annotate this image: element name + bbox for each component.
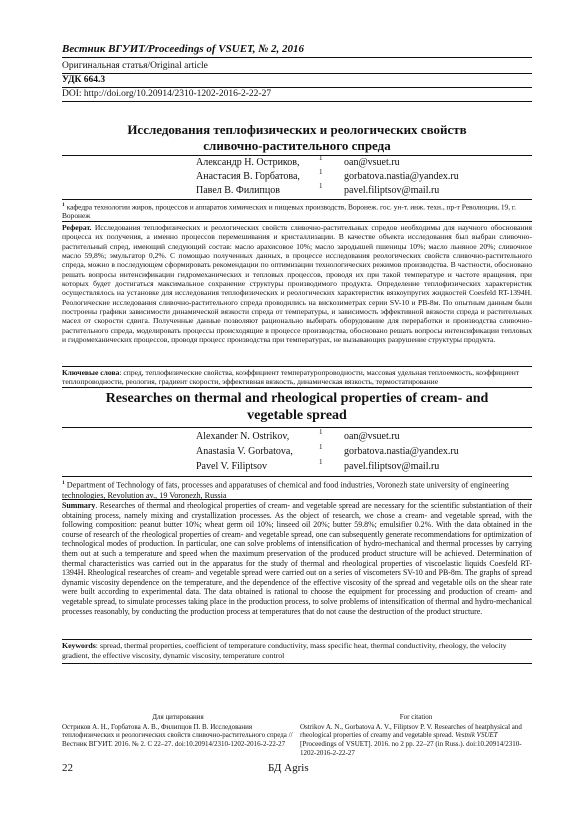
ru-title-line-2: сливочно-растительного спреда xyxy=(203,138,391,153)
citation-ru-text: Остриков А. Н., Горбатова А. В., Филипцов П. В. Исследования теплофизических и реологических свойств сливочно-растительного спреда // Вестник ВГУИТ. 2016. № 2. С 22–27. doi:10.20914/2310-1202-2016-2-22-27 xyxy=(62,722,293,749)
en-author-email[interactable]: pavel.filiptsov@mail.ru xyxy=(344,461,440,472)
en-keywords-rule xyxy=(62,663,532,664)
en-author-name: Pavel V. Filiptsov xyxy=(196,461,268,472)
citation-ru-heading: Для цитирования xyxy=(152,713,204,721)
citation-en-text xyxy=(300,723,532,758)
ru-title xyxy=(62,122,532,154)
meta-rule-2 xyxy=(62,87,532,88)
meta-rule-1 xyxy=(62,73,532,74)
ru-abstract-text: Исследования теплофизических и реологических свойств сливочно-растительных спредов необходимы для научного обоснования процесса их получения, а именно процессов перемешивания и кристаллизации. В качестве объекта исследования был выбран сливочно-растительный спред, имеющий следующий состав: масло арахисовое 10%; масло зародышей пшеницы 10%; масло льняное 20%; сливочное масло 59,8%; эмульгатор 0,2%. С помощью полученных данных, в процессе исследования реологических свойств сливочно-растительного спреда, можно в последующем сформировать рекомендации по оптимизации технологических режимов производства. В частности, обосновано решать вопросы интенсификации гидромеханических и тепловых процессов, проводя их при такой температуре и частоте вращения, при которых будет достигаться максимальное сохранение структуры производимого продукта. Определение теплофизических характеристик осуществлялось на установке для исследования теплофизических и реологических характеристик вязкоупругих жидкостей Coesfeld RT-1394H. Реологические исследования сливочно-растительного спреда проводились на вискозиметрах серии SV-10 и PB-8м. По опытным данным были построены графики зависимости динамической вязкости спреда от температуры, и зависимость эффективной вязкости спреда и растительных масел от скорости сдвига. Полученные данные позволяют рационально выбирать оборудование для переработки и производства сливочно-растительного спреда, моделировать процессы происходящие в процессе производства, обосновано решать вопросы интенсификации тепловых и гидромеханических процессов, проводя процесс производства при температурах, не вызывающих разрушение структуры продукта. xyxy=(62,223,532,345)
en-abstract xyxy=(62,501,532,616)
en-author-row xyxy=(0,458,580,474)
en-author-sup: 1 xyxy=(319,428,323,436)
en-abstract-rule xyxy=(62,639,532,640)
en-author-name: Anastasia V. Gorbatova, xyxy=(196,446,293,457)
ru-author-sup: 1 xyxy=(319,182,323,190)
ru-author-name: Анастасия В. Горбатова, xyxy=(196,171,300,182)
ru-abstract-label: Реферат. xyxy=(62,223,92,232)
udk-code: УДК 664.3 xyxy=(62,75,106,85)
en-title xyxy=(62,390,532,424)
en-abstract-label: Summary xyxy=(62,501,96,510)
citation-en-text-b: [Proceedings of VSUET]. 2016. no 2 pp. 22–27 (in Russ.). doi:10.20914/2310-1202-2016-2-22-27 xyxy=(300,740,522,757)
ru-affiliation-rule xyxy=(62,221,532,222)
ru-author-email[interactable]: gorbatova.nastia@yandex.ru xyxy=(344,171,459,182)
en-keywords-label: Keywords xyxy=(62,641,96,650)
ru-keywords-text: : спред, теплофизические свойства, коэффициент температуропроводности, массовая удельная теплоемкость, коэффициент теплопроводности, реология, градиент скорости, эффективная вязкость, динамическая вязкость, термостатирование xyxy=(62,368,520,387)
citation-en xyxy=(300,713,532,758)
en-title-line-1: Researches on thermal and rheological properties of cream- and xyxy=(105,391,489,406)
section-divider xyxy=(62,387,532,388)
ru-abstract-rule xyxy=(62,366,532,367)
article-type: Оригинальная статья/Original article xyxy=(62,61,208,71)
page-number: 22 xyxy=(62,762,73,774)
ru-author-sup: 1 xyxy=(319,154,323,162)
en-authors-rule xyxy=(62,476,532,477)
en-author-email[interactable]: gorbatova.nastia@yandex.ru xyxy=(344,446,459,457)
en-author-sup: 1 xyxy=(319,458,323,466)
citation-en-heading: For citation xyxy=(399,713,433,721)
ru-author-row xyxy=(0,154,580,170)
running-head-rule xyxy=(62,57,532,58)
en-affiliation-sup: 1 xyxy=(62,480,65,486)
citation-en-text-a: Ostrikov A. N., Gorbatova A. V., Filiptsov P. V. Researches of heatphysical and rheological properties of creamy and vegetable spread. xyxy=(300,722,522,740)
en-author-row xyxy=(0,443,580,459)
en-title-rule xyxy=(62,427,532,428)
ru-keywords xyxy=(62,368,532,387)
citation-ru xyxy=(62,713,294,749)
ru-title-rule xyxy=(62,155,532,156)
ru-author-email[interactable]: oan@vsuet.ru xyxy=(344,157,400,168)
en-keywords xyxy=(62,641,532,660)
ru-author-row xyxy=(0,182,580,198)
ru-author-name: Павел В. Филипцов xyxy=(196,185,280,196)
en-affiliation-text: Department of Technology of fats, processes and apparatuses of chemical and food industries, Voronezh state university of engineering technologies, Revolution av., 19 Voronezh, Russia xyxy=(62,480,509,500)
ru-author-name: Александр Н. Остриков, xyxy=(196,157,300,168)
en-author-row xyxy=(0,428,580,444)
en-author-name: Alexander N. Ostrikov, xyxy=(196,431,290,442)
doi-link[interactable]: DOI: http://doi.org/10.20914/2310-1202-2016-2-22-27 xyxy=(62,89,272,99)
ru-abstract xyxy=(62,223,532,344)
ru-author-sup: 1 xyxy=(319,168,323,176)
en-title-line-2: vegetable spread xyxy=(247,408,347,423)
ru-title-line-1: Исследования теплофизических и реологических свойств xyxy=(127,122,467,137)
meta-rule-3 xyxy=(62,101,532,102)
journal-running-head: Вестник ВГУИТ/Proceedings of VSUET, № 2, 2016 xyxy=(62,43,305,55)
en-keywords-text: : spread, thermal properties, coefficient of temperature conductivity, mass specific heat, thermal conductivity, rheology, the velocity gradient, the effective viscosity, dynamic viscosity, temperature control xyxy=(62,641,507,660)
ru-keywords-label: Ключевые слова xyxy=(62,368,120,377)
en-affiliation xyxy=(62,478,532,501)
en-author-sup: 1 xyxy=(319,443,323,451)
en-affiliation-rule xyxy=(62,499,532,500)
ru-author-row xyxy=(0,168,580,184)
en-author-email[interactable]: oan@vsuet.ru xyxy=(344,431,400,442)
en-abstract-text: . Researches of thermal and rheological properties of cream- and vegetable spread are necessary for the scientific substantiation of their obtaining process, namely mixing and crystallization processes. As the object of research, we chose a cream- and vegetable spread, with the following composition: peanut butter 10%; wheat germ oil 10%; linseed oil 20%; butter 59.8%; emulsifier 0.2%. With the data obtained in the course of research of the rheological properties of cream- and vegetable spread, one can subsequently generate recommendations for optimization of technological modes of production. In particular, one can solve problems of intensification of hydro-mechanical and thermal processes by carrying them out at such a temperature and speed when the maximum preservation of the produced product structure will be achieved. Determination of thermal characteristics was carried out in the apparatus for the study of thermal and rheological properties of viscoelastic liquids Coesfeld RT-1394H. Rheological researches of cream- and vegetable spread were carried out on a series of viscometers SV-10 and PB-8m. The graphs of spread dynamic viscosity dependence on the temperature, and the dependence of the effective viscosity of the spread and vegetable oils on the shear rate were built according to experimental data. The data obtained is rational to choose the equipment for processing and production of cream- and vegetable spread, to simulate processes taking place in the production process, to solve problems of intensification of thermal and hydro-mechanical processes reasonably, by conducting the production process at temperatures that do not cause the destruction of the product structure. xyxy=(62,501,532,616)
citation-en-journal: Vestnik VSUET xyxy=(455,731,498,740)
ru-affiliation-sup: 1 xyxy=(62,202,65,208)
ru-affiliation-text: кафедра технологии жиров, процессов и аппаратов химических и пищевых производств, Воронеж. гос. ун-т. инж. техн., пр-т Революции, 19, г. Воронеж xyxy=(62,202,516,221)
ru-author-email[interactable]: pavel.filiptsov@mail.ru xyxy=(344,185,440,196)
ru-authors-rule xyxy=(62,199,532,200)
ru-affiliation xyxy=(62,201,532,220)
footer-brand: БД Agris xyxy=(268,762,309,774)
